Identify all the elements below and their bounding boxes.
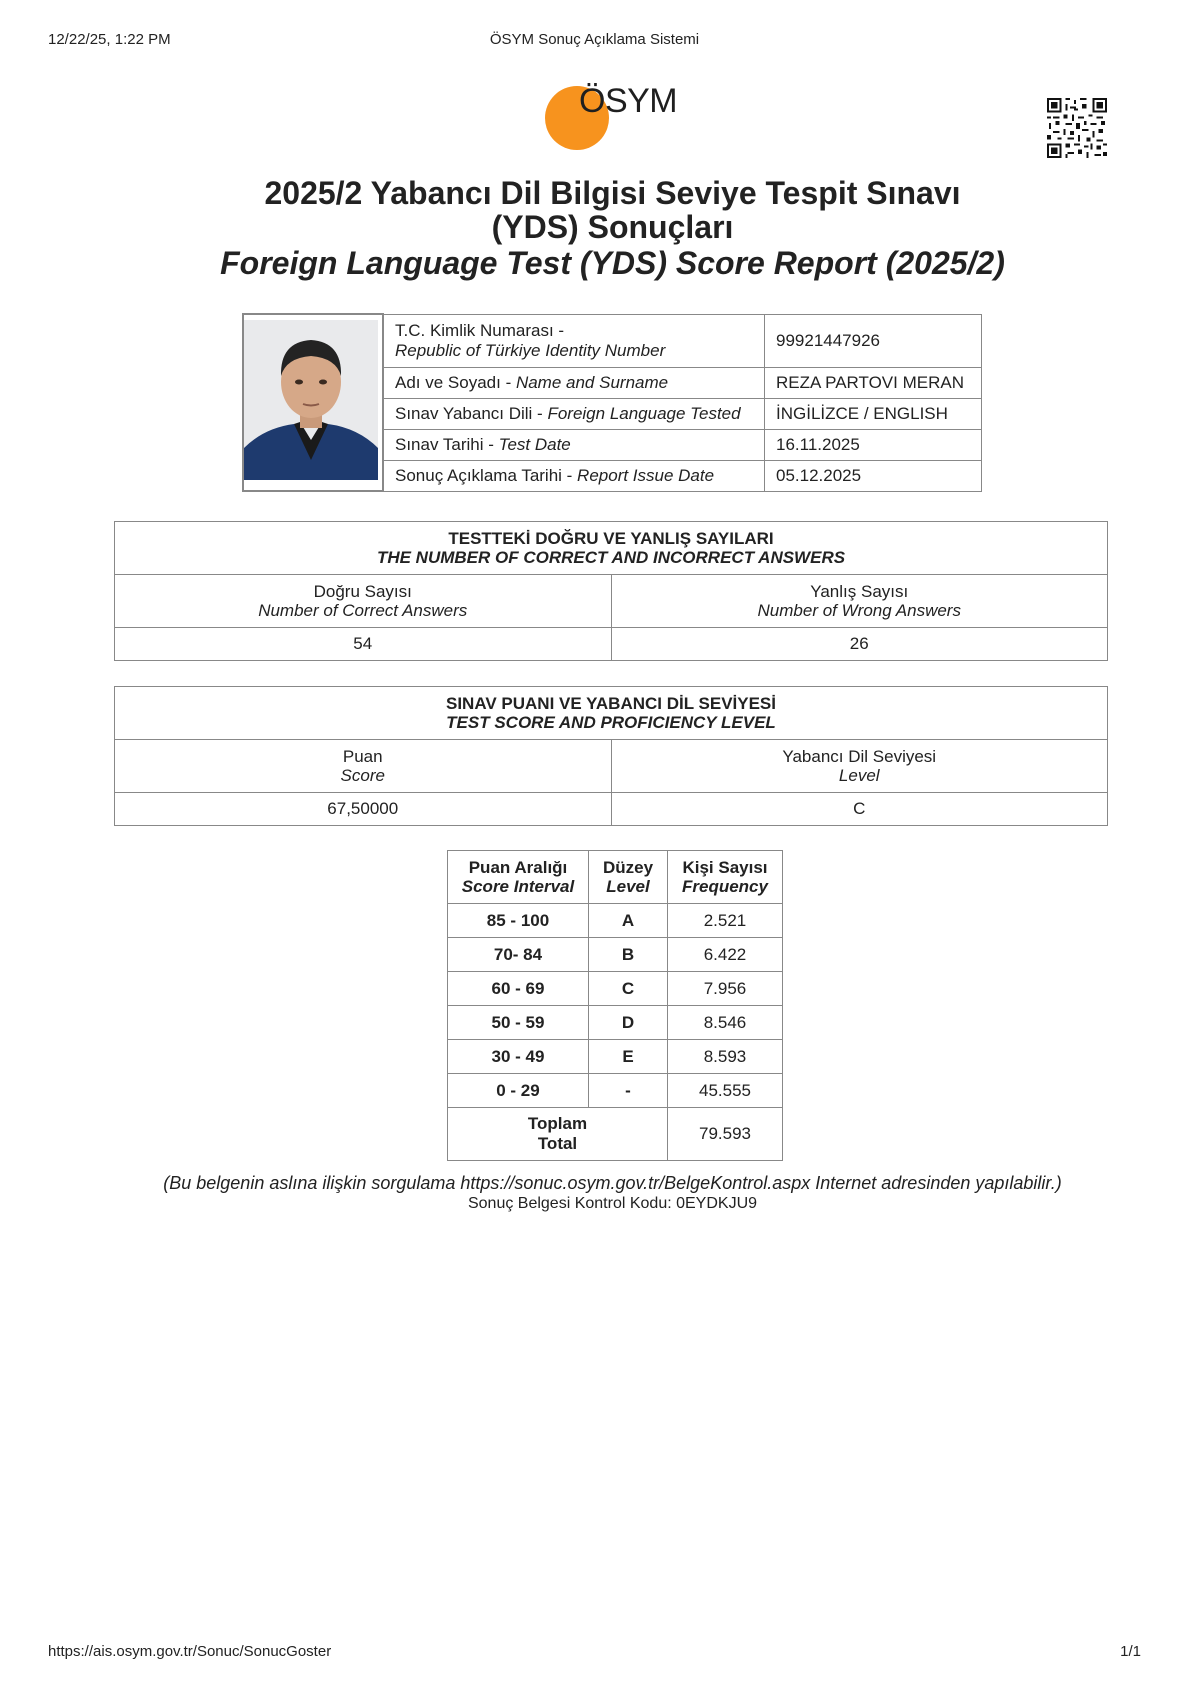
frequency-cell: 8.593: [668, 1040, 783, 1074]
control-code: Sonuç Belgesi Kontrol Kodu: 0EYDKJU9: [467, 1195, 758, 1212]
candidate-photo: [243, 314, 383, 491]
interval-cell: 85 - 100: [448, 904, 589, 938]
person-photo-icon: [244, 320, 378, 480]
answers-table: [114, 521, 1108, 661]
report-title: [0, 176, 1189, 282]
frequency-cell: 8.546: [668, 1006, 783, 1040]
identity-number-value: 99921447926: [765, 314, 982, 367]
language-value: İNGİLİZCE / ENGLISH: [765, 398, 982, 429]
level-cell: -: [589, 1074, 668, 1108]
frequency-cell: 2.521: [668, 904, 783, 938]
print-url: https://ais.osym.gov.tr/Sonuc/SonucGoster: [48, 1643, 332, 1660]
score-table: [114, 686, 1108, 826]
test-date-value: 16.11.2025: [765, 429, 982, 460]
title-line-2: (YDS) Sonuçları: [491, 209, 734, 245]
interval-cell: 60 - 69: [448, 972, 589, 1006]
answers-header: TESTTEKİ DOĞRU VE YANLIŞ SAYILARI THE NUMBER OF CORRECT AND INCORRECT ANSWERS: [115, 522, 1108, 575]
issue-date-label: Sonuç Açıklama Tarihi - Report Issue Date: [383, 460, 765, 491]
score-header: SINAV PUANI VE YABANCI DİL SEVİYESİ TEST SCORE AND PROFICIENCY LEVEL: [115, 687, 1108, 740]
table-row: [448, 1074, 783, 1108]
interval-cell: 70- 84: [448, 938, 589, 972]
verification-note: [0, 1173, 1189, 1213]
correct-answers-value: 54: [115, 628, 612, 661]
level-header: Düzey Level: [589, 851, 668, 904]
interval-cell: 50 - 59: [448, 1006, 589, 1040]
interval-cell: 30 - 49: [448, 1040, 589, 1074]
verification-url-text: (Bu belgenin aslına ilişkin sorgulama https://sonuc.osym.gov.tr/BelgeKontrol.aspx Internet adresinden yapılabilir.): [163, 1173, 1062, 1193]
level-cell: D: [589, 1006, 668, 1040]
frequency-header: Kişi Sayısı Frequency: [668, 851, 783, 904]
score-interval-header: Puan Aralığı Score Interval: [448, 851, 589, 904]
language-label: Sınav Yabancı Dili - Foreign Language Tested: [383, 398, 765, 429]
correct-answers-label: Doğru Sayısı Number of Correct Answers: [115, 575, 612, 628]
interval-cell: 0 - 29: [448, 1074, 589, 1108]
level-cell: E: [589, 1040, 668, 1074]
frequency-cell: 45.555: [668, 1074, 783, 1108]
total-value: 79.593: [668, 1108, 783, 1161]
table-row: [448, 904, 783, 938]
table-row: [448, 938, 783, 972]
table-row: [448, 1006, 783, 1040]
osym-logo: [545, 80, 685, 152]
title-line-1: 2025/2 Yabancı Dil Bilgisi Seviye Tespit Sınavı: [264, 175, 961, 211]
candidate-info-table: [242, 313, 982, 492]
qr-code-icon: [1047, 98, 1107, 158]
name-value: REZA PARTOVI MERAN: [765, 367, 982, 398]
total-label: Toplam Total: [448, 1108, 668, 1161]
issue-date-value: 05.12.2025: [765, 460, 982, 491]
logo-text: ÖSYM: [579, 82, 678, 120]
table-row: [448, 1040, 783, 1074]
title-line-3: Foreign Language Test (YDS) Score Report (2025/2): [220, 245, 1005, 281]
wrong-answers-value: 26: [611, 628, 1108, 661]
level-cell: C: [589, 972, 668, 1006]
identity-number-label: T.C. Kimlik Numarası - Republic of Türkiye Identity Number: [383, 314, 765, 367]
wrong-answers-label: Yanlış Sayısı Number of Wrong Answers: [611, 575, 1108, 628]
level-label: Yabancı Dil Seviyesi Level: [611, 740, 1108, 793]
total-row: [448, 1108, 783, 1161]
test-date-label: Sınav Tarihi - Test Date: [383, 429, 765, 460]
table-row: [448, 972, 783, 1006]
level-cell: B: [589, 938, 668, 972]
score-label: Puan Score: [115, 740, 612, 793]
print-page-number: 1/1: [1120, 1643, 1141, 1660]
level-cell: A: [589, 904, 668, 938]
frequency-cell: 7.956: [668, 972, 783, 1006]
score-value: 67,50000: [115, 793, 612, 826]
frequency-cell: 6.422: [668, 938, 783, 972]
frequency-table: [447, 850, 783, 1161]
print-datetime: 12/22/25, 1:22 PM: [48, 31, 171, 48]
name-label: Adı ve Soyadı - Name and Surname: [383, 367, 765, 398]
print-page-title: ÖSYM Sonuç Açıklama Sistemi: [489, 31, 700, 48]
level-value: C: [611, 793, 1108, 826]
